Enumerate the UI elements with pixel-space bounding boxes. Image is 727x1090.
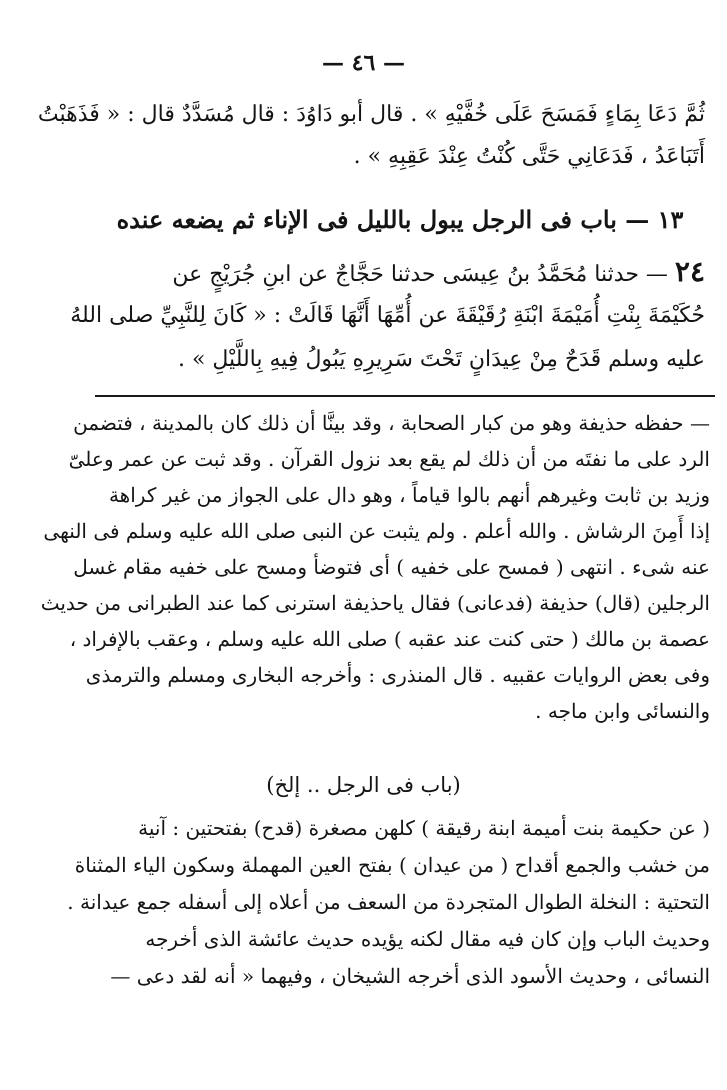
- chapter-heading: ١٣ — باب فى الرجل يبول بالليل فى الإناء ثم يضعه عنده: [116, 205, 684, 234]
- footnote-divider: [95, 395, 715, 397]
- main-text-line: ثُمَّ دَعَا بِمَاءٍ فَمَسَحَ عَلَى خُفَّيْهِ » . قال أبو دَاوُدَ : قال مُسَدَّدٌ قال : « فَذَهَبْتُ: [37, 102, 705, 127]
- commentary-line: وحديث الباب وإن كان فيه مقال لكنه يؤيده حديث عائشة الذى أخرجه: [145, 927, 710, 951]
- commentary-line: وفى بعض الروايات عقبيه . قال المنذرى : وأخرجه البخارى ومسلم والترمذى: [85, 663, 710, 687]
- hadith-number: ٢٤: [674, 255, 705, 288]
- commentary-line: — حفظه حذيفة وهو من كبار الصحابة ، وقد بينَّا أن ذلك كان بالمدينة ، فتضمن: [73, 411, 710, 435]
- sub-heading: (باب فى الرجل .. إلخ): [266, 773, 461, 797]
- commentary-line: إذا أَمِنَ الرشاش . والله أعلم . ولم يثبت عن النبى صلى الله عليه وسلم فى النهى: [43, 519, 710, 543]
- hadith-text: — حدثنا مُحَمَّدُ بنُ عِيسَى حدثنا حَجَّاجٌ عن ابنِ جُرَيْجٍ عن: [172, 262, 668, 287]
- main-text-line: أَتَبَاعَدُ ، فَدَعَانِي حَتَّى كُنْتُ عِنْدَ عَقِبِهِ » .: [353, 144, 705, 169]
- commentary-block-2: [67, 810, 710, 995]
- commentary-line: عصمة بن مالك ( حتى كنت عند عقبه ) صلى الله عليه وسلم ، وعقب بالإفراد ،: [69, 627, 710, 651]
- commentary-line: والنسائى وابن ماجه .: [535, 699, 710, 723]
- hadith-line: [75, 250, 705, 294]
- hadith-block: [70, 250, 705, 382]
- main-text-block: [37, 95, 705, 179]
- commentary-line: النسائى ، وحديث الأسود الذى أخرجه الشيخان ، وفيهما « أنه لقد دعى —: [110, 964, 710, 988]
- commentary-line: الرد على ما نفتَه من أن ذلك لم يقع بعد نزول القرآن . وقد ثبت عن عمر وعلىّ: [68, 447, 710, 471]
- commentary-line: الرجلين (قال) حذيفة (فدعانى) فقال ياحذيفة استرنى كما عند الطبرانى من حديث: [40, 591, 710, 615]
- commentary-line: وزيد بن ثابت وغيرهم أنهم بالوا قياماً ، وهو دال على الجواز من غير كراهة: [108, 483, 710, 507]
- hadith-line: عليه وسلم قَدَحٌ مِنْ عِيدَانٍ تَحْتَ سَرِيرِهِ يَبُولُ فِيهِ بِاللَّيْلِ » .: [177, 347, 705, 372]
- commentary-block: [40, 405, 710, 729]
- commentary-line: التحتية : النخلة الطوال المتجردة من السعف من أعلاه إلى أسفله جمع عيدانة .: [67, 890, 710, 914]
- commentary-line: من خشب والجمع أقداح ( من عيدان ) بفتح العين المهملة وسكون الياء المثناة: [74, 853, 710, 877]
- page-number: — ٤٦ —: [322, 50, 405, 76]
- commentary-line: ( عن حكيمة بنت أميمة ابنة رقيقة ) كلهن مصغرة (قدح) بفتحتين : آنية: [138, 816, 710, 840]
- commentary-line: عنه شىء . انتهى ( فمسح على خفيه ) أى فتوضأ ومسح على خفيه مقام غسل: [73, 555, 710, 579]
- hadith-line: حُكَيْمَةَ بِنْتِ أُمَيْمَةَ ابْنَةِ رُقَيْقَةَ عن أُمِّهَا أَنَّهَا قَالَتْ : « كَانَ لِلنَّبِيِّ صلى اللهُ: [70, 303, 705, 328]
